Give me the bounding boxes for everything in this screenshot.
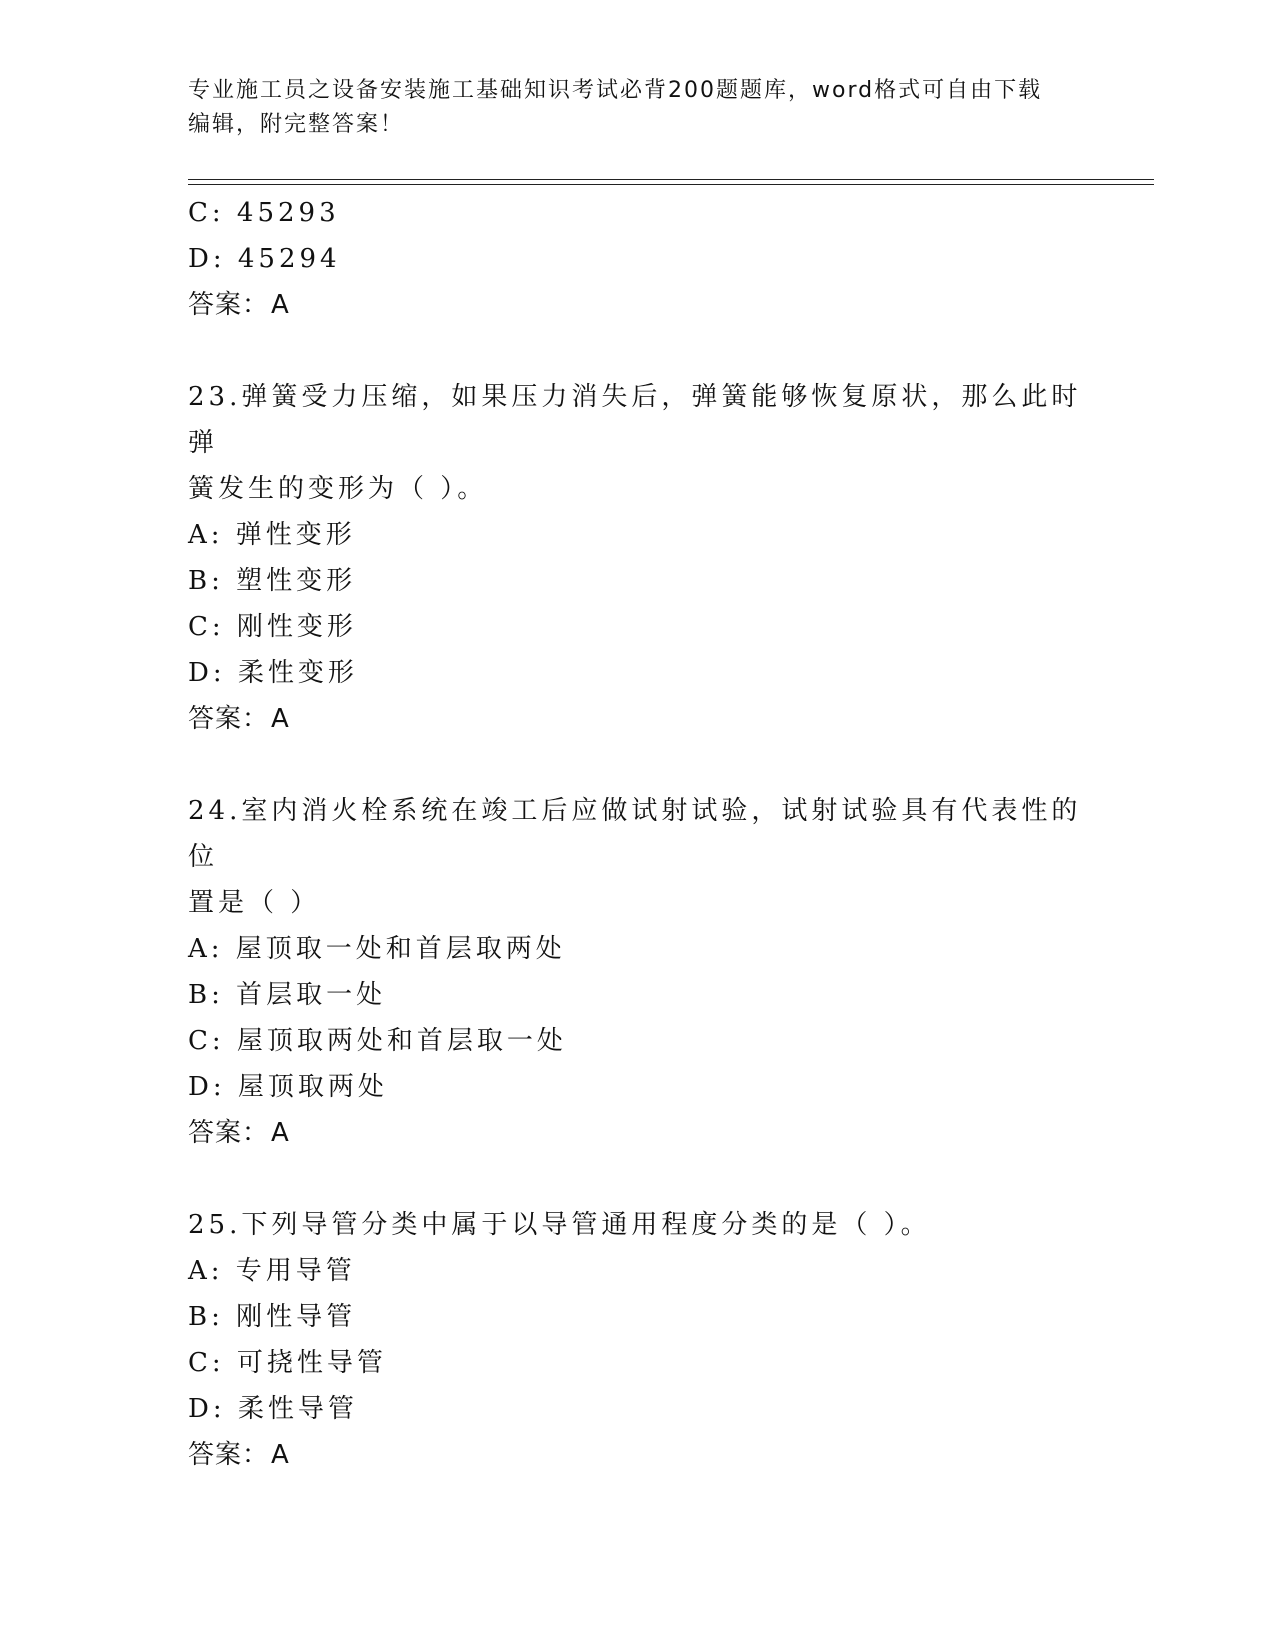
answer-line xyxy=(188,1110,1088,1156)
answer-label: 答案： xyxy=(188,1118,270,1148)
question-25 xyxy=(188,1202,1088,1478)
question-text-line-2: 簧发生的变形为（ ）。 xyxy=(188,474,488,504)
question-24 xyxy=(188,788,1088,1156)
header-divider-top xyxy=(188,179,1154,180)
answer-line xyxy=(188,696,1088,742)
header-title-line-2: 编辑，附完整答案！ xyxy=(188,112,405,137)
question-text-line-2: 置是（ ） xyxy=(188,888,321,918)
answer-value: A xyxy=(271,704,290,734)
header-title-line-1: 专业施工员之设备安装施工基础知识考试必背200题题库，word格式可自由下载 xyxy=(188,78,1043,103)
question-text-line-1: 23.弹簧受力压缩，如果压力消失后，弹簧能够恢复原状，那么此时弹 xyxy=(188,382,1082,458)
option-a: A: 专用导管 xyxy=(188,1256,356,1286)
answer-value: A xyxy=(271,290,290,320)
question-text-line-1: 24.室内消火栓系统在竣工后应做试射试验，试射试验具有代表性的位 xyxy=(188,796,1082,872)
header-divider-bottom xyxy=(188,184,1154,185)
option-b: B: 塑性变形 xyxy=(188,566,357,596)
answer-line xyxy=(188,1432,1088,1478)
answer-label: 答案： xyxy=(188,1440,270,1470)
option-c: C: 45293 xyxy=(188,198,340,228)
answer-value: A xyxy=(271,1118,290,1148)
answer-label: 答案： xyxy=(188,704,270,734)
option-d: D: 柔性导管 xyxy=(188,1394,358,1424)
option-c: C: 屋顶取两处和首层取一处 xyxy=(188,1026,567,1056)
question-23 xyxy=(188,374,1088,742)
answer-value: A xyxy=(271,1440,290,1470)
question-22-continued xyxy=(188,190,1088,328)
question-text xyxy=(188,788,1088,926)
question-list xyxy=(188,190,1088,1478)
question-spacer xyxy=(188,1156,1088,1202)
option-d: D: 45294 xyxy=(188,244,341,274)
question-text xyxy=(188,1202,1088,1248)
option-b: B: 刚性导管 xyxy=(188,1302,357,1332)
document-header xyxy=(188,74,1088,142)
option-c: C: 可挠性导管 xyxy=(188,1348,387,1378)
option-d: D: 柔性变形 xyxy=(188,658,358,688)
option-d: D: 屋顶取两处 xyxy=(188,1072,388,1102)
answer-line xyxy=(188,282,1088,328)
option-c: C: 刚性变形 xyxy=(188,612,357,642)
option-a: A: 弹性变形 xyxy=(188,520,356,550)
answer-label: 答案： xyxy=(188,290,270,320)
question-spacer xyxy=(188,328,1088,374)
option-a: A: 屋顶取一处和首层取两处 xyxy=(188,934,566,964)
question-spacer xyxy=(188,742,1088,788)
question-text-line-1: 25.下列导管分类中属于以导管通用程度分类的是（ ）。 xyxy=(188,1210,931,1240)
question-text xyxy=(188,374,1088,512)
option-b: B: 首层取一处 xyxy=(188,980,387,1010)
